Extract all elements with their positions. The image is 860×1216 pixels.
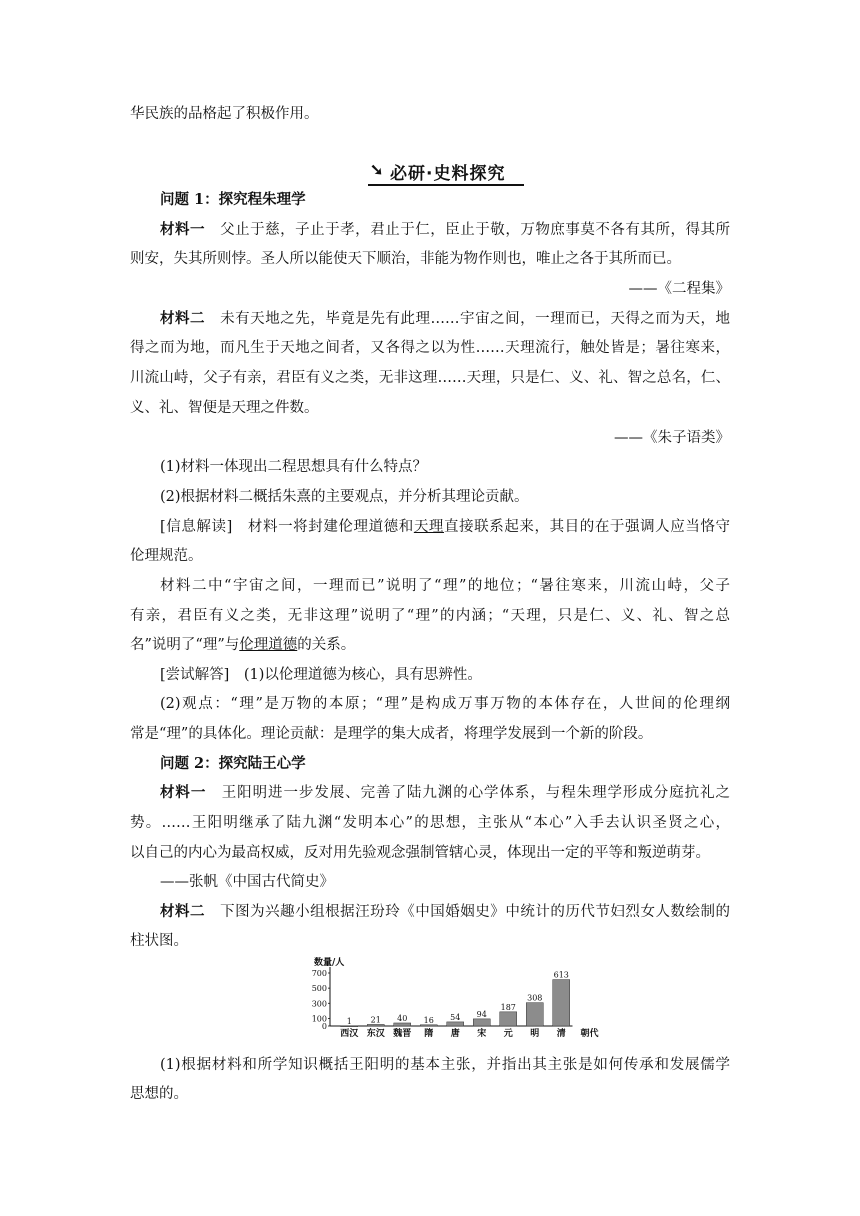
q1-info-line2: 伦理规范。: [130, 548, 203, 564]
answer-text-1: (1)以伦理道德为核心，具有思辨性。: [243, 667, 482, 683]
bar-value-label: 308: [527, 993, 543, 1003]
info-p2-text-a: 名”说明了“理”与: [130, 637, 240, 653]
bar: [394, 1023, 411, 1026]
q2-material2-label: 材料二: [160, 903, 206, 920]
bar: [553, 980, 570, 1026]
q2-title: 问题 2：探究陆王心学: [160, 755, 306, 772]
q2-material1-line1: [160, 783, 730, 803]
y-tick-label: 100: [311, 1014, 327, 1024]
q2-subquestion-1-line1: (1)根据材料和所学知识概括王阳明的基本主张，并指出其主张是如何传承和发展儒学: [160, 1057, 730, 1073]
bar-chart: [300, 955, 600, 1045]
y-tick-label: 700: [311, 969, 327, 978]
bar-chart-svg: [300, 955, 600, 1045]
q2-material1-source: ——张帆《中国古代简史》: [160, 874, 334, 890]
q2-material2-text: 下图为兴趣小组根据汪玢玲《中国婚姻史》中统计的历代节妇烈女人数绘制的: [220, 904, 730, 920]
q2-material1-line3: 以自己的内心为最高权威，反对用先验观念强制管辖心灵，体现出一定的平等和叛逆萌芽。: [130, 845, 710, 861]
bar-value-label: 94: [476, 1009, 487, 1019]
bar-value-label: 613: [553, 970, 569, 980]
y-tick-label: 300: [311, 999, 327, 1009]
section-heading-text: 必研·史料探究: [390, 164, 506, 184]
info-p2-underlined: 伦理道德: [239, 637, 298, 653]
y-axis-label: 数量/人: [314, 958, 345, 968]
info-text-b: 直接联系起来，其目的在于强调人应当恪守: [444, 519, 730, 535]
x-tick-label: 西汉: [340, 1029, 359, 1039]
bar: [341, 1026, 358, 1027]
q2-material2-line1: [160, 902, 730, 922]
bar-value-label: 187: [500, 1002, 516, 1012]
info-p2-text-b: 的关系。: [297, 637, 356, 653]
bar: [500, 1012, 517, 1026]
x-tick-label: 明: [530, 1029, 540, 1039]
q1-title: 问题 1：探究程朱理学: [160, 191, 306, 208]
q1-info-p2-line3: [130, 635, 730, 655]
bar: [473, 1019, 490, 1026]
bar: [367, 1024, 384, 1026]
q1-material2-text: 未有天地之先，毕竟是先有此理……宇宙之间，一理而已，天得之而为天，地: [220, 311, 730, 327]
bar: [420, 1025, 437, 1026]
bar-value-label: 54: [450, 1012, 461, 1022]
q2-material2-line2: 柱状图。: [130, 933, 188, 949]
q1-info-p2-line2: 有亲，君臣有义之类，无非这理”说明了“理”的内涵；“天理，只是仁、义、礼、智之总: [130, 608, 730, 624]
info-label: [信息解读]: [160, 519, 233, 535]
x-tick-label: 魏晋: [393, 1029, 412, 1039]
q1-answer-line2: (2)观点：“理”是万物的本原；“理”是构成万事万物的本体存在，人世间的伦理纲: [160, 696, 730, 712]
q1-material1-text: 父止于慈，子止于孝，君止于仁，臣止于敬，万物庶事莫不各有其所，得其所: [220, 222, 730, 238]
q1-material1-line1: [160, 220, 730, 240]
q2-material1-line2: 势。……王阳明继承了陆九渊“发明本心”的思想，主张从“本心”入手去认识圣贤之心，: [130, 815, 730, 831]
q1-material2-source: ——《朱子语类》: [614, 430, 730, 446]
section-heading: [368, 158, 524, 186]
y-tick-label: 0: [321, 1022, 327, 1031]
bar: [447, 1022, 464, 1026]
q1-subquestion-2: (2)根据材料二概括朱熹的主要观点，并分析其理论贡献。: [160, 489, 529, 505]
x-tick-label: 元: [503, 1029, 513, 1039]
bar-value-label: 1: [346, 1016, 352, 1026]
bar-value-label: 21: [370, 1015, 381, 1025]
x-tick-label: 清: [556, 1029, 566, 1039]
info-text-a: 材料一将封建伦理道德和: [247, 519, 414, 535]
q1-material2-line1: [160, 309, 730, 329]
answer-label: [尝试解答]: [160, 667, 230, 683]
q1-material2-label: 材料二: [160, 310, 206, 327]
bar: [526, 1003, 543, 1026]
intro-line: 华民族的品格起了积极作用。: [130, 106, 319, 122]
q1-material2-line2: 得之而为地，而凡生于天地之间者，又各得之以为性……天理流行，触处皆是；暑往寒来，: [130, 340, 730, 356]
bar-value-label: 40: [397, 1013, 408, 1023]
q2-material1-label: 材料一: [160, 784, 207, 801]
bar-value-label: 16: [423, 1015, 434, 1025]
q1-material2-line3: 川流山峙，父子有亲，君臣有义之类，无非这理……天理，只是仁、义、礼、智之总名，仁、: [130, 370, 730, 386]
y-tick-label: 500: [311, 984, 327, 994]
x-tick-label: 隋: [424, 1029, 434, 1039]
q1-material2-line4: 义、礼、智便是天理之件数。: [130, 400, 319, 416]
x-tick-label: 唐: [450, 1029, 460, 1039]
x-tick-label: 东汉: [366, 1029, 385, 1039]
q2-subquestion-1-line2: 思想的。: [130, 1086, 188, 1102]
q1-subquestion-1: (1)材料一体现出二程思想具有什么特点？: [160, 459, 428, 475]
q2-material1-text: 王阳明进一步发展、完善了陆九渊的心学体系，与程朱理学形成分庭抗礼之: [221, 785, 730, 801]
q1-answer-line1: [160, 665, 730, 685]
q1-material1-line2: 则安，失其所则悖。圣人所以能使天下顺治，非能为物作则也，唯止之各于其所而已。: [130, 251, 681, 267]
q1-answer-line3: 常是“理”的具体化。理论贡献：是理学的集大成者，将理学发展到一个新的阶段。: [130, 726, 653, 742]
x-tick-label: 宋: [477, 1029, 487, 1039]
q1-info-line1: [160, 517, 730, 537]
arrow-icon: ➘: [370, 160, 384, 179]
q1-material1-source: ——《二程集》: [628, 281, 730, 297]
info-underlined-a: 天理: [413, 519, 444, 535]
x-axis-label: 朝代: [580, 1029, 599, 1039]
q1-info-p2-line1: 材料二中“宇宙之间，一理而已”说明了“理”的地位；“暑往寒来，川流山峙，父子: [160, 578, 730, 594]
q1-material1-label: 材料一: [160, 221, 206, 238]
